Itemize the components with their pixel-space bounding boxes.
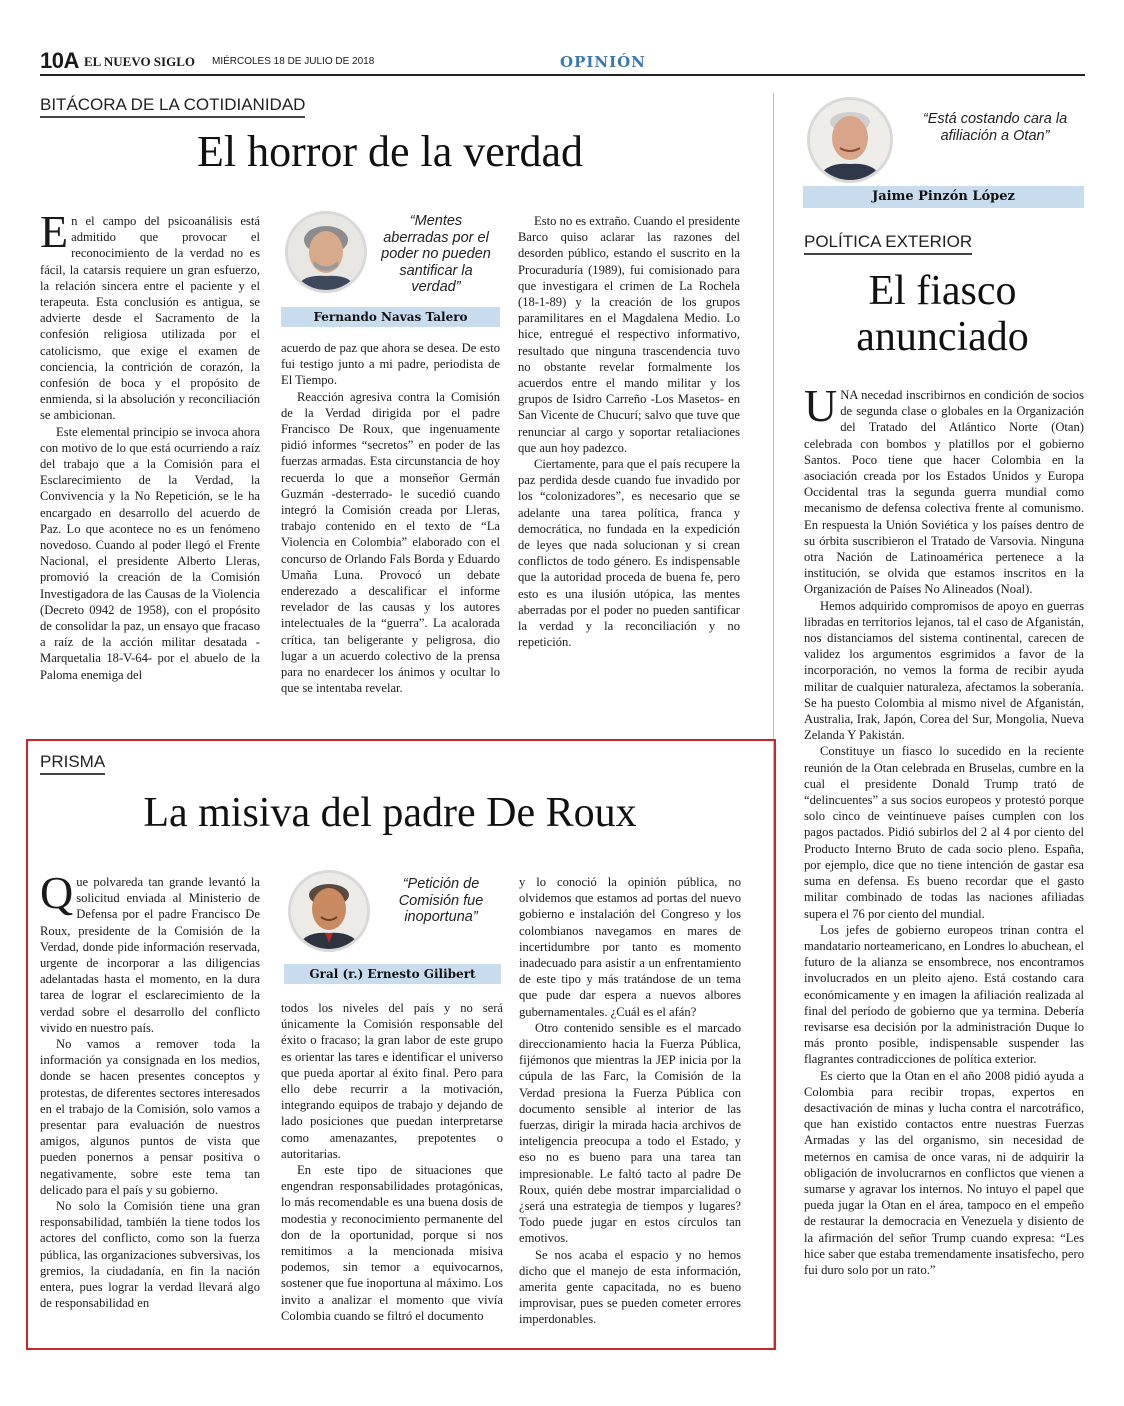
prisma-col2-p1: todos los niveles del país y no será únicamente la Comisión responsable del éxito o fracaso; la gran labor de este grupo es orientar las tares e identificar el universo que pueda aportar al éxito final. Pero para ello debe recurrir a la motivación, integrando equipos de trabajo y dejando de lado posiciones que puedan interpretarse como amenazantes, prepotentes o autoritarias. (281, 1001, 503, 1161)
prisma-col1-p3: No solo la Comisión tiene una gran responsabilidad, también la tiene todos los actores del conflicto, como son la fuerza pública, las organizaciones subversivas, los gremios, la ciudadanía, en fin la nación entera, pues lograr la verdad llevará algo de responsabilidad en (40, 1199, 260, 1311)
bitacora-author-name: Fernando Navas Talero (281, 307, 500, 327)
bitacora-kicker: BITÁCORA DE LA COTIDIANIDAD (40, 95, 305, 118)
prisma-author-name: Gral (r.) Ernesto Gilibert (284, 964, 501, 984)
bitacora-column-1 (40, 213, 260, 713)
bitacora-col2-p1: acuerdo de paz que ahora se desea. De esto fui testigo junto a mi padre, periodista de El Tiempo. (281, 341, 500, 388)
politica-p5: Es cierto que la Otan en el año 2008 pidió ayuda a Colombia para recibir tropas, expertos en desactivación de minas y lucha contra el narcotráfico, que han existido contactos entre nuestras Fuerzas Armadas y las del organismo, sin necesidad de meternos en camisa de once varas, ni de adquirir la obligación de involucrarnos en conflictos que vienen a sumarse y agravar los internos. No intuyo el papel que pueda jugar la Otan en el área, tampoco en el empeño de restaurar la democracia en Venezuela y disiento de la afirmación del señor Trump cuando expresa: “Les hice saber que estaba tremendamente insatisfecho, pero fui duro solo por un rato.” (804, 1068, 1084, 1277)
bitacora-column-2 (281, 340, 500, 710)
prisma-col1-p2: No vamos a remover toda la información ya consignada en los medios, donde se hacen presentes conceptos y protestas, de diferentes sectores interesados en el trabajo de la Comisión, solo vamos a presentar para evaluación de nuestros amigos, algunos puntos de vista que pueden ponernos a pensar positiva o negativamente, sobre este tema tan delicado para el país y su gobierno. (40, 1037, 260, 1197)
author-portrait-icon (810, 100, 890, 180)
politica-quote-box (803, 93, 1084, 208)
issue-date: MIÉRCOLES 18 DE JULIO DE 2018 (212, 56, 375, 67)
prisma-column-3 (519, 874, 741, 1344)
bitacora-col3-p2: Ciertamente, para que el país recupere la paz perdida desde cuando fue invadido por los “colonizadores”, es necesario que se adelante una tarea política, franca y democrática, no fundada en la expedición de leyes que nada solucionan y si crean conflictos de todo género. Es indispensable que la autoridad proceda de buena fe, pero esto es una ilusión utópica, las mentes aberradas por el poder no pueden santificar la verdad y la reconciliación y no repetición. (518, 457, 740, 650)
bitacora-headline: El horror de la verdad (196, 127, 584, 176)
author-photo-gilibert (288, 870, 370, 952)
prisma-pull-quote: “Petición de Comisión fue inoportuna” (398, 876, 484, 925)
bitacora-pull-quote: “Mentes aberradas por el poder no pueden santificar la verdad” (381, 213, 491, 295)
prisma-col3-p2: Otro contenido sensible es el marcado direccionamiento hacia la Fuerza Pública, fijémonos que mientras la JEP inicia por la cúpula de las Farc, la Comisión de la Verdad presiona la Fuerza Pública con documento sensible al interior de las fuerzas, dirigir la mirada hacia archivos de inteligencia preocupa a todo el Estado, y eso no es bueno para una tarea tan impresionable. Le faltó tacto al padre De Roux, quién debe mostrar imparcialidad o ¿será una estrategia de tiempos y lugares? Todo puede jugar en estos círculos tan emotivos. (519, 1020, 741, 1246)
bitacora-col1-p1: n el campo del psicoanálisis está admitido que provocar el reconocimiento de la verdad no es fácil, la catarsis requiere un gran esfuerzo, la relación sincera entre el paciente y el terapeuta. Esta conclusión es antigua, se advierte desde el Sacramento de la confesión religiosa utilizada por el catolicismo, que exige el examen de conciencia, la contrición de corazón, la confesión de boca y el propósito de enmienda, si la absolución y reconciliación se ambicionan. (40, 214, 260, 423)
prisma-dropcap: Q (40, 874, 74, 918)
politica-pull-quote: “Está costando cara la afiliación a Otan” (922, 111, 1068, 144)
prisma-quote-box (284, 866, 501, 984)
bitacora-col3-p1: Esto no es extraño. Cuando el presidente Barco quiso aclarar las razones del desorden público, estando el suscrito en la Procuraduría (1989), fui comisionado para que investigara el crimen de La Rochela (18-1-89) y la creación de los grupos paramilitares en el Magdalena Medio. Lo hice, entregué el respectivo informativo, resultado que ninguna trascendencia tuvo no obstante revelar formalmente los acuerdos entre el mando militar y los grupos de Isidro Carreño -Los Masetos- en San Vicente de Chucurí; salvo que tuve que renunciar al cargo y soportar retaliaciones que aun hoy padezco. (518, 214, 740, 455)
author-portrait-icon (288, 214, 364, 290)
section-name: OPINIÓN (560, 53, 646, 71)
prisma-column-2 (281, 1000, 503, 1344)
prisma-col2-p2: En este tipo de situaciones que engendran responsabilidades protagónicas, lo más recomendable es una buena dosis de modestia y reconocimiento permanente del don de la oportunidad, porque si nos remitimos a la mencionada misiva podemos, sin temor a equivocarnos, sostener que fue inoportuna al máximo. Los invito a analizar el momento que vivía Colombia cuando se filtró el documento (281, 1163, 503, 1323)
politica-p2: Hemos adquirido compromisos de apoyo en guerras libradas en territorios lejanos, tal el caso de Afganistán, nos distanciamos del sistema continental, carecen de validez los argumentos esgrimidos a favor de la incorporación, no vemos la forma de recibir ayuda militar de cualquier naturaleza, afectamos la soberanía. Se ha puesto Colombia al mismo nivel de Afganistán, Australia, Irak, Japón, Corea del Sur, Mongolia, Nueva Zelanda Y Pakistán. (804, 598, 1084, 743)
author-photo-pinzon (807, 97, 893, 183)
politica-p3: Constituye un fiasco lo sucedido en la reciente reunión de la Otan celebrada en Bruselas, cumbre en la cual el presidente Donald Trump trató de “delincuentes” a sus socios europeos y protestó porque solo cinco de veintinueve países cumplen con los pagos pactados. Pidió subirlos del 2 al 4 por ciento del Producto Interno Bruto de cada socio pleno. España, por ejemplo, dice que no tiene intención de gastar esa suma en defensa. Es bueno recordar que el gasto militar combinado de todas las naciones afiliadas supera el 76 por ciento del mundial. (804, 744, 1084, 921)
politica-author-name: Jaime Pinzón López (803, 186, 1084, 208)
author-portrait-icon (291, 873, 367, 949)
bitacora-dropcap: E (40, 213, 69, 257)
page-header (40, 50, 1085, 76)
politica-dropcap: U (804, 387, 838, 431)
politica-headline (800, 268, 1085, 360)
politica-headline-line-2: anunciado (856, 314, 1029, 361)
prisma-column-1 (40, 874, 260, 1344)
prisma-col3-p1: y lo conoció la opinión pública, no olvidemos que estamos ad portas del nuevo gobierno e instalación del Congreso y los colombianos navegamos en mares de incertidumbre por tanto es momento inadecuado para asistir a un enfrentamiento de este tipo y más tratándose de un tema que pude dar espera a nuevos albores gubernamentales. ¿Cuál es el afán? (519, 875, 741, 1019)
bitacora-quote-box (281, 207, 500, 327)
bitacora-col1-p2: Este elemental principio se invoca ahora con motivo de lo que está ocurriendo a raíz del trabajo que a la Comisión para el Esclarecimiento de la Verdad, la Convivencia y la No Repetición, se le ha encargado en desarrollo del acuerdo de Paz. Lo que acontece no es un fenómeno novedoso. Cuando al poder llegó el Frente Nacional, el presidente Alberto Lleras, promovió la creación de la Comisión Investigadora de las Causas de la Violencia (Decreto 0942 de 1958), con el propósito de consolidar la paz, un ensayo que fracaso a raíz de la acción militar desatada -Marquetalia 18-V-64- por el abuelo de la Paloma enemiga del (40, 424, 260, 682)
author-photo-navas (285, 211, 367, 293)
politica-body (804, 387, 1084, 1345)
bitacora-col2-p2: Reacción agresiva contra la Comisión de la Verdad dirigida por el padre Francisco De Roux, que ingenuamente pidió informes “secretos” en poder de las fuerzas armadas. Esta circunstancia de hoy recuerda lo que a monseñor Germán Guzmán -desterrado- le sucedió cuando integró la Comisión creada por Lleras, trabajo contenido en el texto de “La Violencia en Colombia” elaborado con el concurso de Orlando Fals Borda y Eduardo Umaña Luna. Provocó un debate enderezado a descalificar el informe revelador de las causas y los autores intelectuales de la “guerra”. La acalorada crítica, tan beligerante y peligrosa, dio lugar a un acuerdo colectivo de la prensa para no enardecer los ánimos y ocultar lo que se intentaba revelar. (281, 389, 500, 696)
politica-p1: NA necedad inscribirnos en condición de socios de segunda clase o globales en la Organización del Tratado del Atlántico Norte (Otan) celebrada con bombos y platillos por el gobierno Santos. Poco tiene que hacer Colombia en la asociación creada por los Estados Unidos y Europa Occidental tras la segunda guerra mundial como mecanismo de defensa colectiva frente al comunismo. En respuesta la Unión Soviética y los países dentro de su órbita suscribieron el Tratado de Varsovia. Ninguna otra Nación de Latinoamérica pertenece a la institución, se olvida que estamos inscritos en la Organización de Países No Alineados (Noal). (804, 388, 1084, 597)
politica-kicker: POLÍTICA EXTERIOR (804, 232, 972, 255)
politica-headline-line-1: El fiasco (868, 268, 1017, 314)
prisma-kicker: PRISMA (40, 752, 105, 775)
prisma-col1-p1: ue polvareda tan grande levantó la solicitud enviada al Ministerio de Defensa por el padre Francisco De Roux, presidente de la Comisión de la Verdad, donde pide información reservada, urgente de incorporar a las diligencias adelantadas hasta el momento, en la dura tarea de lograr el esclarecimiento de la verdad sobre el desarrollo del conflicto vivido en nuestro país. (40, 875, 260, 1035)
prisma-col3-p3: Se nos acaba el espacio y no hemos dicho que el manejo de esta información, amerita gente capacitada, no es bueno improvisar, pues se pueden cometer errores imperdonables. (519, 1247, 741, 1327)
newspaper-name: EL NUEVO SIGLO (84, 54, 195, 69)
page-number: 10A (40, 48, 79, 73)
politica-p4: Los jefes de gobierno europeos trinan contra el mandatario norteamericano, en Londres lo abuchean, el futuro de la alianza se ensombrece, nos encontramos involucrados en un pleito ajeno. Está costando cara económicamente y en imagen la afiliación realizada al final del período de gobierno que ya termina. Debería revisarse esa decisión por la administración Duque lo más pronto posible, indispensable suspender las flagrantes contradicciones de política exterior. (804, 922, 1084, 1067)
bitacora-column-3 (518, 213, 740, 713)
prisma-headline: La misiva del padre De Roux (143, 790, 637, 836)
